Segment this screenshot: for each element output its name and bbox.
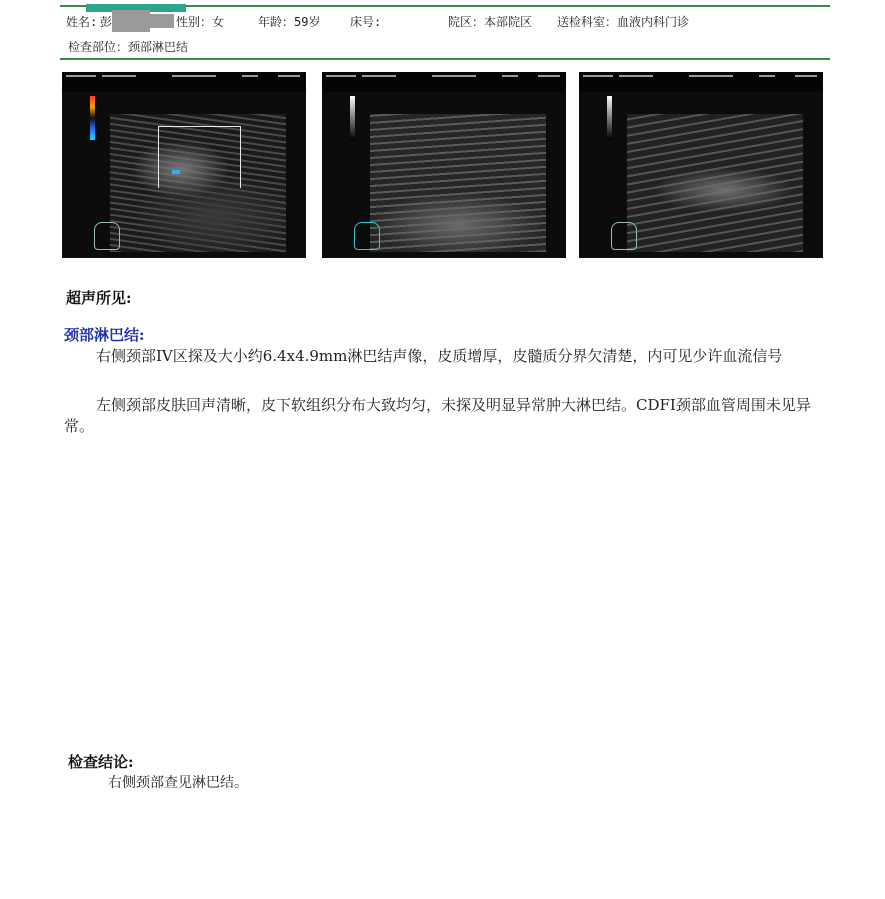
findings-title: 超声所见: bbox=[66, 289, 132, 307]
exam-site: 检查部位：颈部淋巴结 bbox=[68, 40, 189, 54]
measurement-line bbox=[158, 126, 159, 188]
patient-gender: 性别：女 bbox=[176, 15, 225, 29]
patient-name-label: 姓名: bbox=[66, 15, 98, 29]
image-info-bar bbox=[322, 72, 566, 92]
bed-number: 床号: bbox=[350, 15, 382, 29]
findings-paragraph-1: 右侧颈部IV区探及大小约6.4x4.9mm淋巴结声像，皮质增厚，皮髓质分界欠清楚，内可见少许血流信号 bbox=[96, 347, 783, 365]
conclusion-title: 检查结论: bbox=[68, 753, 134, 771]
doppler-flow-spot bbox=[172, 170, 180, 174]
header-bottom-rule bbox=[60, 58, 830, 60]
color-scale-icon bbox=[90, 96, 95, 140]
findings-subtitle: 颈部淋巴结: bbox=[64, 326, 145, 344]
measurement-line bbox=[158, 126, 240, 127]
probe-position-icon bbox=[354, 222, 380, 250]
patient-name-initial: 彭 bbox=[100, 15, 113, 29]
redaction-block bbox=[150, 14, 174, 28]
ultrasound-image-3 bbox=[579, 72, 823, 258]
patient-age: 年龄：59岁 bbox=[258, 15, 321, 29]
gray-scale-icon bbox=[607, 96, 612, 140]
scan-area bbox=[370, 114, 546, 252]
image-info-bar bbox=[62, 72, 306, 92]
referring-department: 送检科室：血液内科门诊 bbox=[557, 15, 690, 29]
measurement-line bbox=[240, 126, 241, 188]
scan-area bbox=[627, 114, 803, 252]
conclusion-text: 右侧颈部查见淋巴结。 bbox=[108, 775, 248, 791]
findings-paragraph-2: 左侧颈部皮肤回声清晰，皮下软组织分布大致均匀，未探及明显异常肿大淋巴结。CDFI颈部血管周围未见异常。 bbox=[64, 396, 811, 435]
hospital-area: 院区：本部院区 bbox=[448, 15, 533, 29]
probe-position-icon bbox=[94, 222, 120, 250]
image-info-bar bbox=[579, 72, 823, 92]
redaction-block bbox=[112, 10, 150, 32]
probe-position-icon bbox=[611, 222, 637, 250]
gray-scale-icon bbox=[350, 96, 355, 140]
ultrasound-image-1 bbox=[62, 72, 306, 258]
ultrasound-image-2 bbox=[322, 72, 566, 258]
scan-area bbox=[110, 114, 286, 252]
